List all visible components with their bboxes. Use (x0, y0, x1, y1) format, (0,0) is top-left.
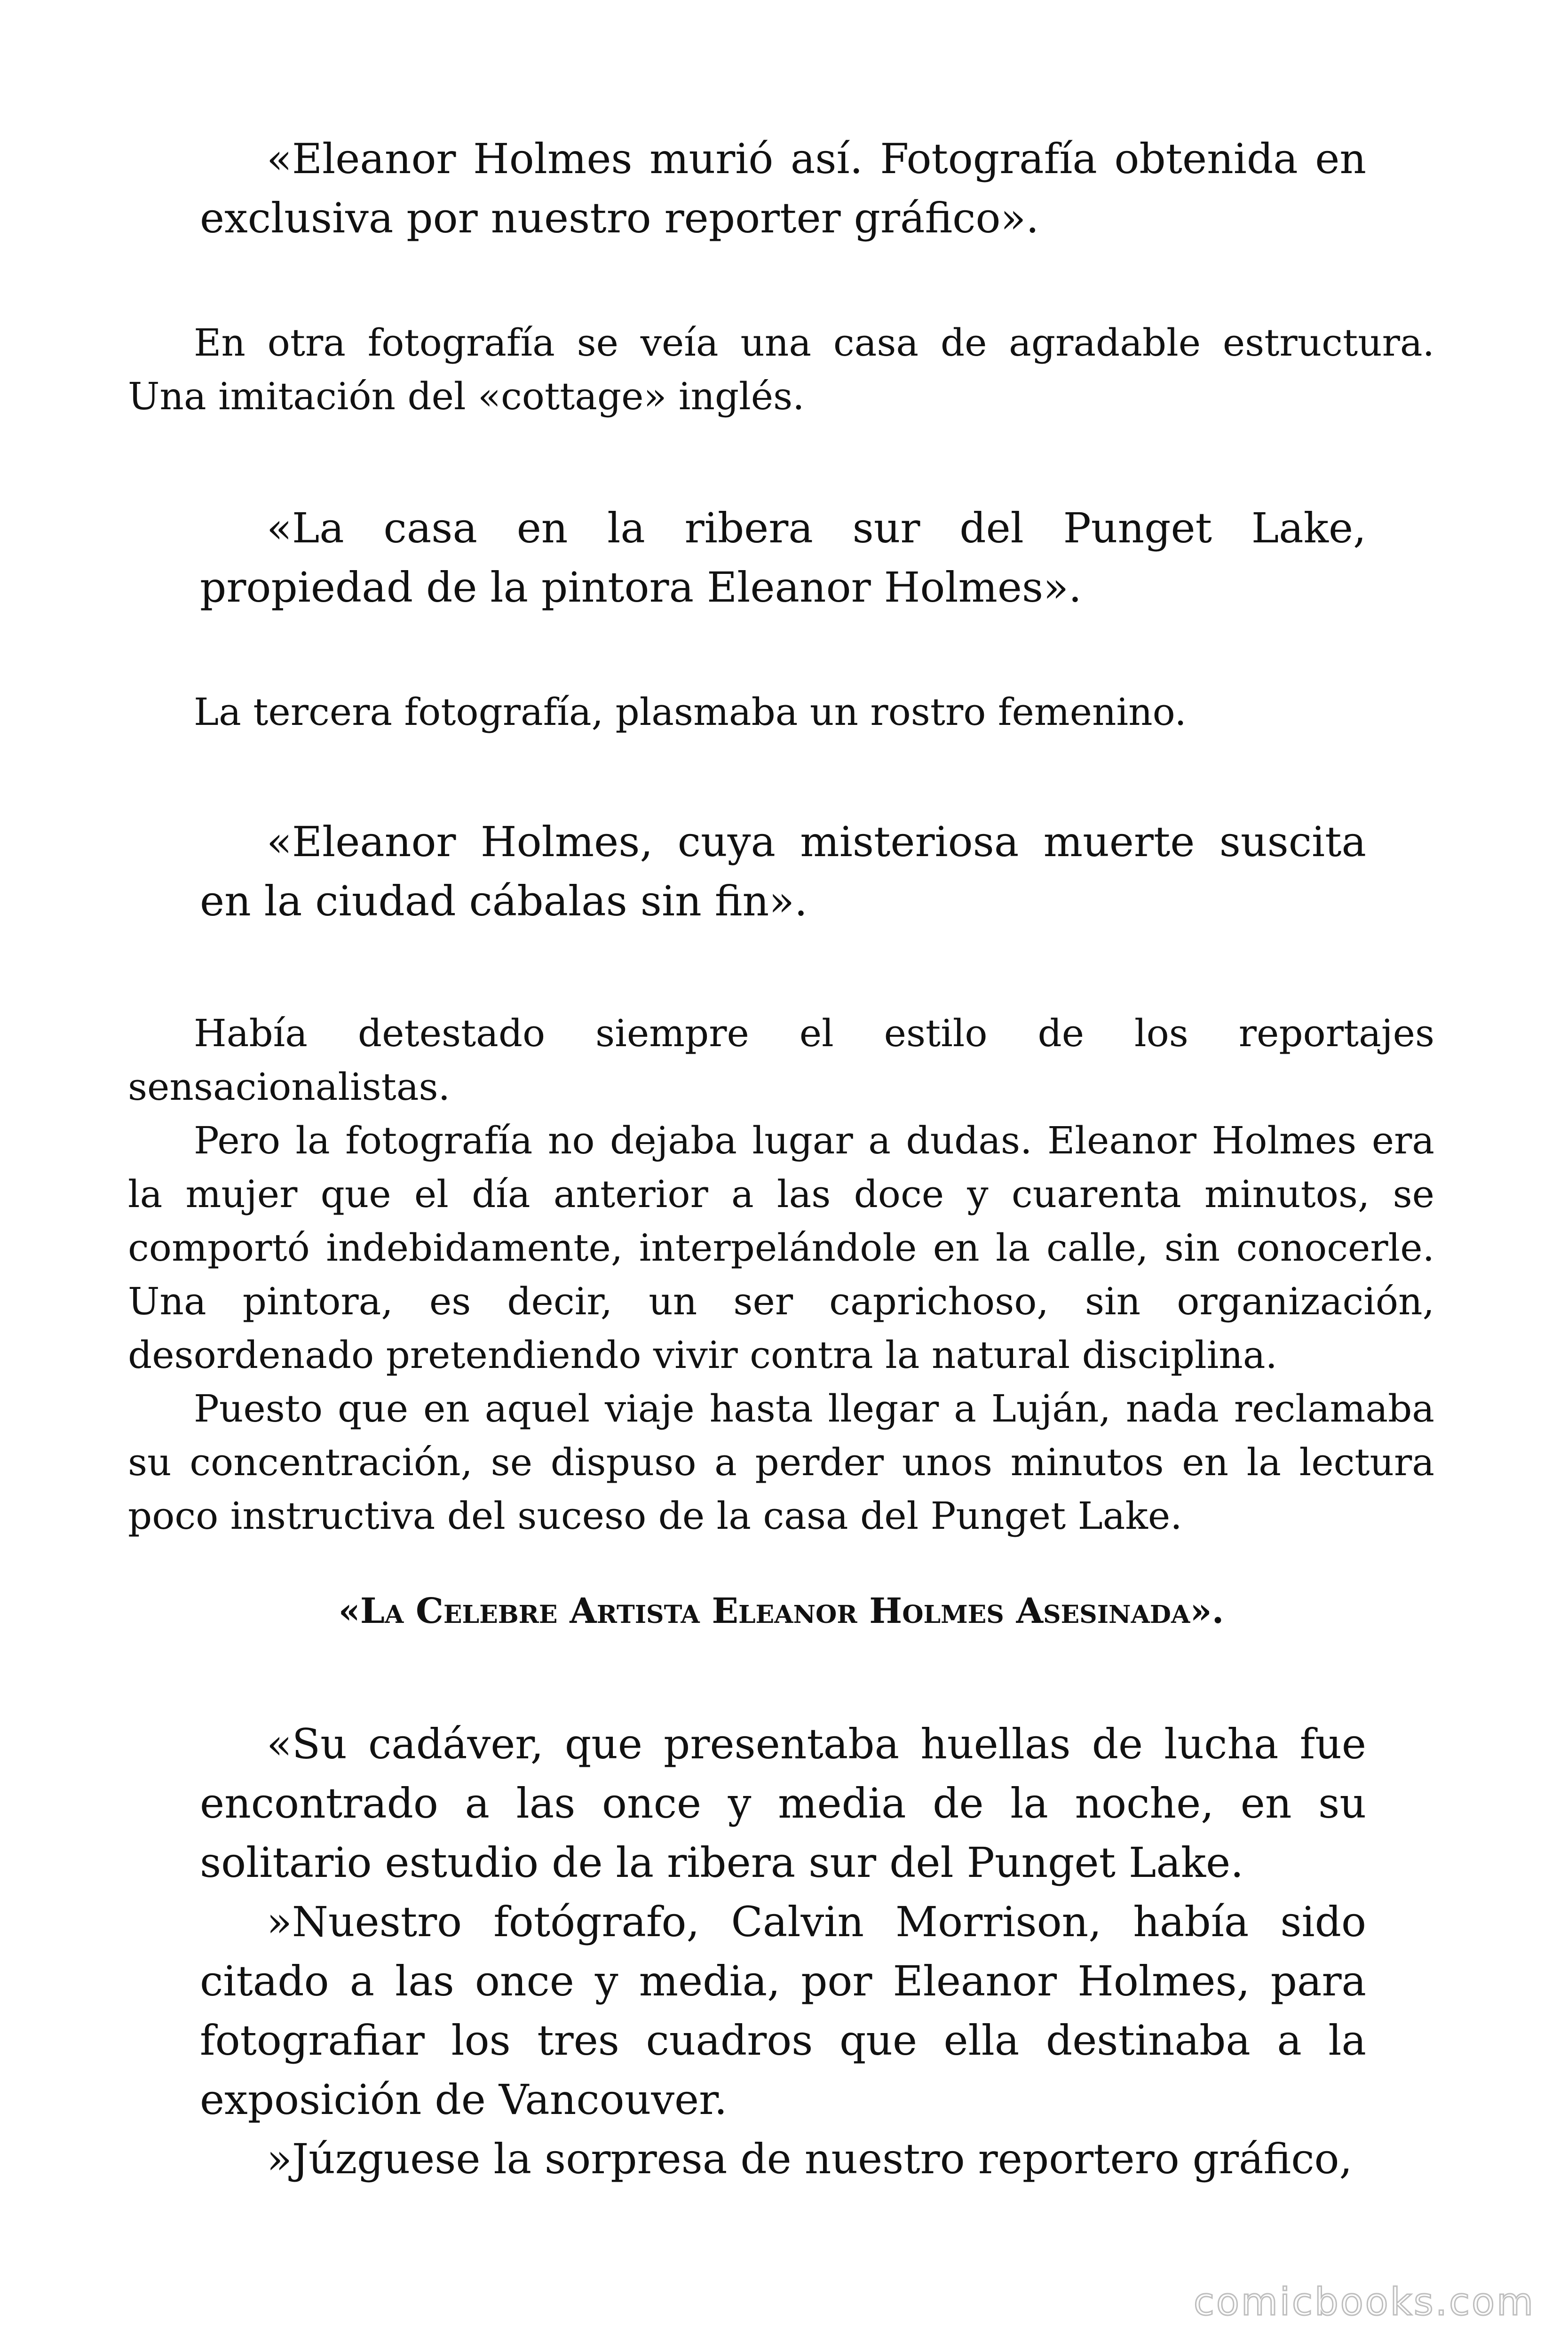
paragraph-second-photo (128, 316, 1434, 423)
quote-photo-caption-2 (200, 499, 1366, 617)
body-paragraph: Puesto que en aquel viaje hasta llegar a Luján, nada reclamaba su concentración, se dispuso a perder unos minutos en la lectura poco instructiva del suceso de la casa del Punget Lake. (128, 1387, 1434, 1538)
quote-paragraph: «Eleanor Holmes murió así. Fotografía obtenida en exclusiva por nuestro reporter gráfico». (200, 135, 1366, 242)
body-paragraph: En otra fotografía se veía una casa de agradable estructura. Una imitación del «cottage» inglés. (128, 321, 1434, 418)
body-paragraph: Pero la fotografía no dejaba lugar a dudas. Eleanor Holmes era la mujer que el día anterior a las doce y cuarenta minutos, se comportó indebidamente, interpelándole en la calle, sin conocerle. Una pintora, es decir, un ser caprichoso, sin organización, desordenado pretendiendo vivir contra la natural disciplina. (128, 1119, 1434, 1377)
quote-paragraph: «La casa en la ribera sur del Punget Lake, propiedad de la pintora Eleanor Holmes». (200, 504, 1366, 612)
quote-paragraph: »Nuestro fotógrafo, Calvin Morrison, había sido citado a las once y media, por Eleanor Holmes, para fotografiar los tres cuadros que ella destinaba a la exposición de Vancouver. (200, 1898, 1366, 2124)
quote-paragraph: «Su cadáver, que presentaba huellas de lucha fue encontrado a las once y media de la noche, en su solitario estudio de la ribera sur del Punget Lake. (200, 1720, 1366, 1887)
paragraph-third-photo (128, 685, 1434, 739)
watermark-logo: comicbooks.com (1193, 2280, 1535, 2324)
narrative-paragraphs (128, 1007, 1434, 1543)
quote-paragraph: «Eleanor Holmes, cuya misteriosa muerte suscita en la ciudad cábalas sin fin». (200, 818, 1366, 925)
quote-photo-caption-3 (200, 812, 1366, 931)
body-paragraph: La tercera fotografía, plasmaba un rostro femenino. (194, 690, 1187, 734)
body-paragraph: Había detestado siempre el estilo de los reportajes sensacionalistas. (128, 1011, 1434, 1109)
quote-news-article (200, 1715, 1366, 2189)
newspaper-headline: «La Celebre Artista Eleanor Holmes Asesinada». (338, 1591, 1224, 1631)
quote-photo-caption-1 (200, 129, 1366, 248)
quote-paragraph: »Júzguese la sorpresa de nuestro reportero gráfico, (267, 2135, 1353, 2183)
